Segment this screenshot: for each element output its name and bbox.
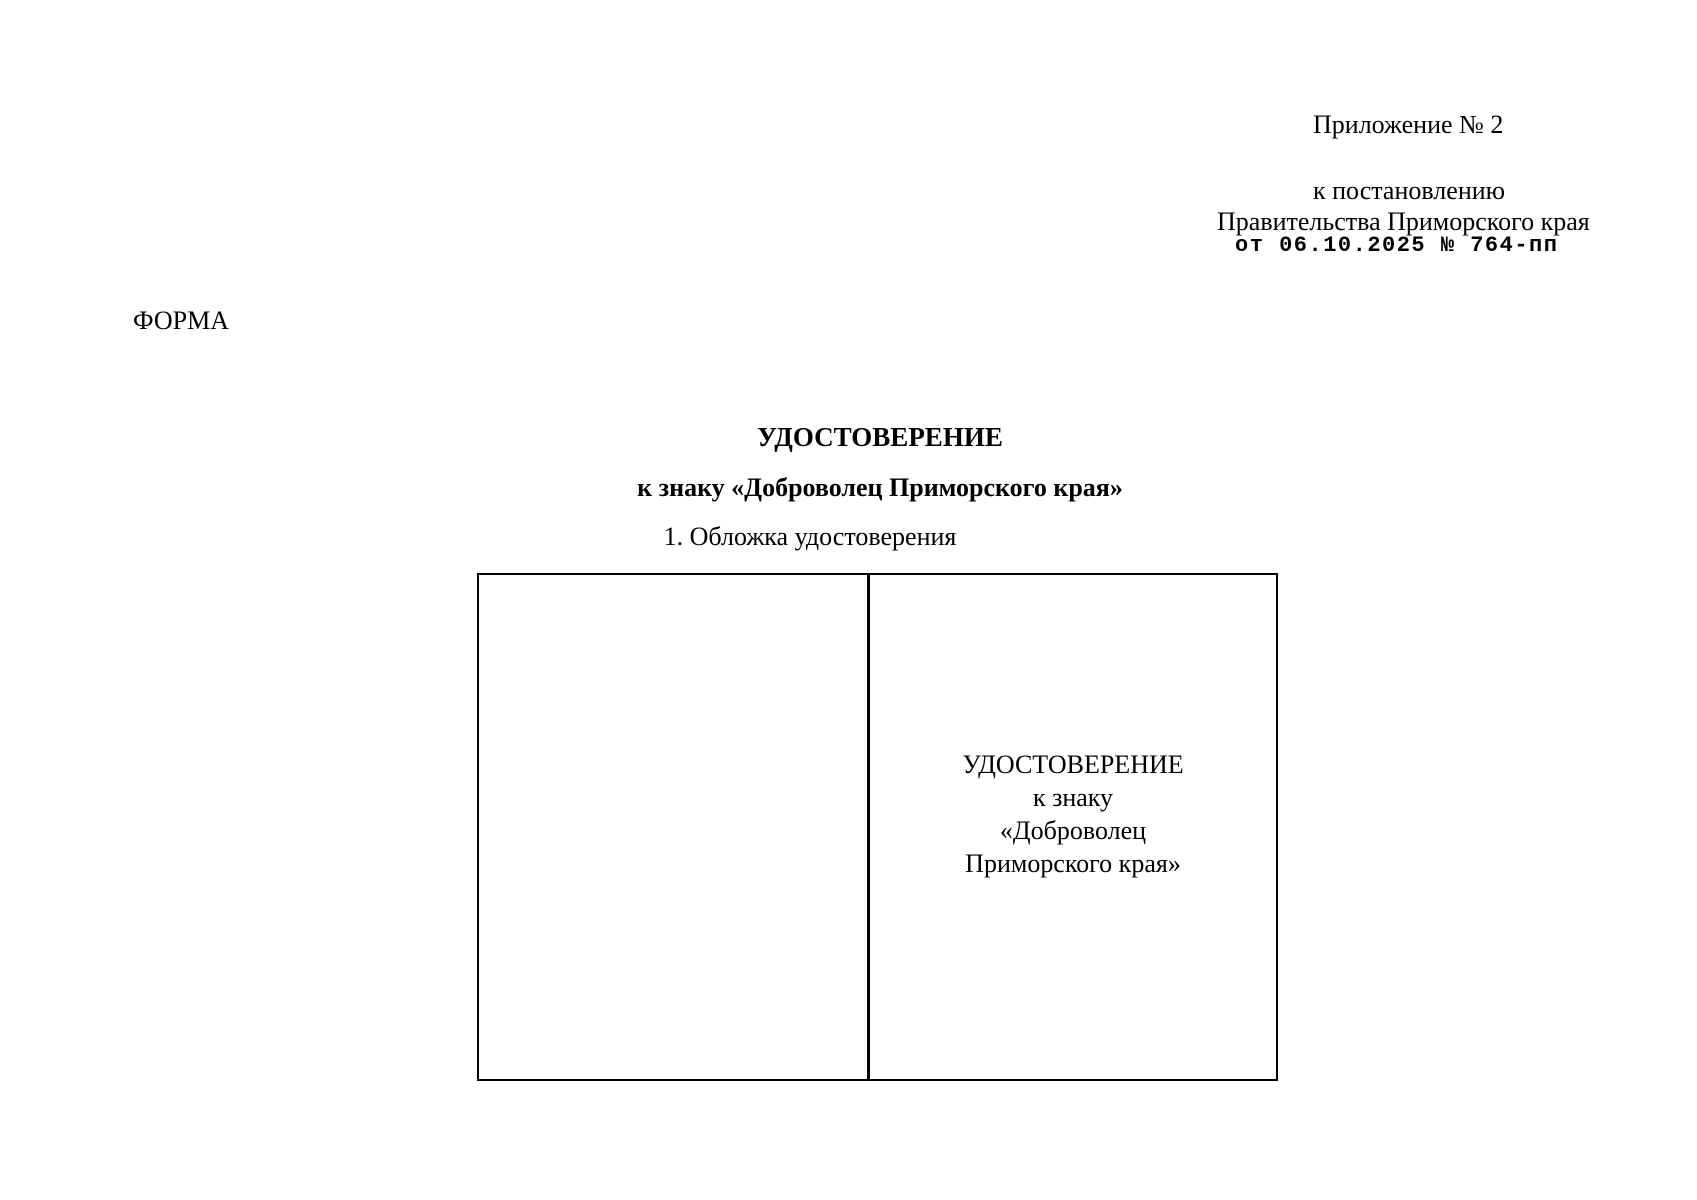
- cover-title-line: УДОСТОВЕРЕНИЕ: [962, 750, 1184, 779]
- cover-right-panel: [870, 575, 1276, 1079]
- cover-text-line: «Доброволец: [999, 816, 1147, 845]
- certificate-cover-frame: [477, 573, 1278, 1081]
- section-heading-cover: 1. Обложка удостоверения: [663, 522, 957, 551]
- cover-left-panel: [479, 575, 870, 1079]
- document-title: УДОСТОВЕРЕНИЕ: [757, 422, 1003, 452]
- form-label: ФОРМА: [133, 306, 229, 335]
- document-subtitle: к знаку «Доброволец Приморского края»: [637, 473, 1123, 502]
- appendix-to-resolution: к постановлению: [1313, 176, 1506, 205]
- appendix-number: Приложение № 2: [1313, 110, 1504, 139]
- cover-text-line: Приморского края»: [965, 849, 1181, 878]
- resolution-date-number-stamp: от 06.10.2025 № 764-пп: [1235, 233, 1559, 258]
- cover-text-line: к знаку: [1032, 783, 1114, 812]
- appendix-government: Правительства Приморского края: [1217, 207, 1590, 236]
